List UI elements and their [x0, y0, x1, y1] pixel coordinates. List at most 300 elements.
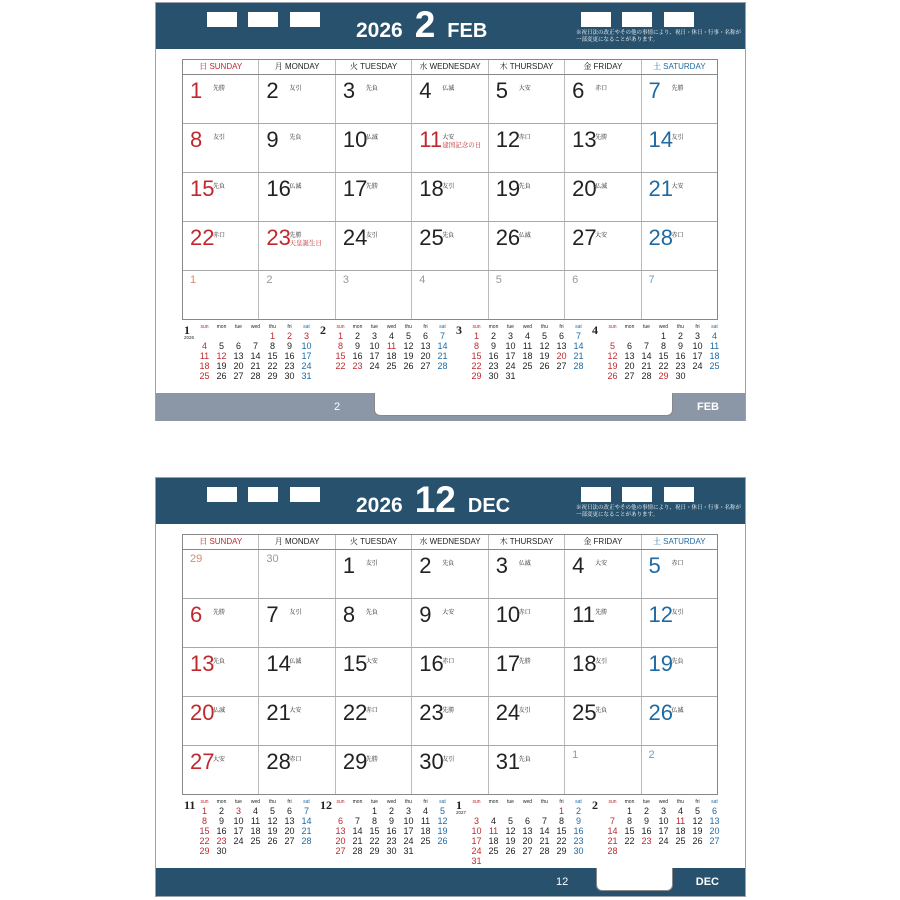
mini-week-row — [332, 846, 451, 856]
mini-day: 12 — [692, 816, 703, 826]
mini-day: 8 — [558, 816, 564, 826]
mini-week-row — [604, 836, 723, 846]
mini-day: 21 — [301, 826, 312, 836]
mini-day: 7 — [303, 806, 309, 816]
mini-day: 24 — [369, 361, 380, 371]
day-number: 29 — [190, 553, 203, 565]
mini-weekday: mon — [352, 799, 363, 805]
day-number: 6 — [572, 78, 585, 103]
mini-month-number: 11 — [184, 798, 196, 812]
mini-day: 28 — [641, 371, 652, 381]
rokuyo-label: 大安 — [213, 757, 226, 763]
day-number: 17 — [342, 176, 368, 201]
mini-weekday: thu — [405, 799, 412, 805]
header-box — [622, 487, 652, 502]
mini-weekday: fri — [559, 799, 564, 805]
day-cell — [183, 75, 258, 123]
mini-week-row — [468, 351, 587, 361]
weekday-header: 日 SUNDAY — [199, 537, 243, 546]
header-box — [290, 487, 320, 502]
rokuyo-label: 友引 — [671, 135, 684, 141]
day-cell — [335, 124, 411, 172]
calendar-december — [155, 477, 746, 897]
mini-day: 29 — [471, 371, 482, 381]
day-number: 16 — [419, 651, 444, 676]
mini-day: 7 — [609, 816, 615, 826]
day-number: 15 — [342, 651, 368, 676]
mini-weekday: thu — [677, 799, 684, 805]
mini-day: 29 — [658, 371, 669, 381]
mini-day: 20 — [522, 836, 533, 846]
day-number: 2 — [266, 274, 273, 286]
mini-weekday: mon — [216, 799, 227, 805]
rokuyo-label: 赤口 — [518, 610, 531, 616]
day-number: 17 — [495, 651, 521, 676]
day-cell — [641, 550, 717, 598]
mini-weekday: fri — [695, 324, 700, 330]
mini-day: 13 — [284, 816, 295, 826]
mini-day: 28 — [607, 846, 618, 856]
mini-day: 12 — [539, 341, 550, 351]
month-grid — [182, 534, 718, 795]
day-cell — [564, 550, 640, 598]
weekday-header: 木 THURSDAY — [488, 60, 564, 74]
mini-day: 12 — [607, 351, 618, 361]
mini-header-row — [468, 798, 587, 806]
mini-day — [536, 371, 553, 381]
day-cell — [335, 173, 411, 221]
mini-day: 21 — [539, 836, 550, 846]
day-number: 4 — [419, 274, 426, 286]
weekday-header: 火 TUESDAY — [335, 60, 411, 74]
day-cell — [488, 599, 564, 647]
mini-day: 14 — [301, 816, 312, 826]
weekday-header: 水 WEDNESDAY — [411, 535, 487, 549]
day-number: 26 — [648, 700, 674, 725]
calendar-february — [155, 2, 746, 421]
day-number: 3 — [342, 274, 349, 286]
day-cell — [641, 75, 717, 123]
mini-day: 21 — [607, 836, 618, 846]
day-number: 25 — [419, 225, 444, 250]
day-number: 31 — [495, 749, 521, 774]
mini-weekday: sat — [439, 324, 446, 330]
mini-day: 6 — [626, 341, 632, 351]
footer-tab — [374, 393, 673, 416]
mini-day — [553, 856, 570, 866]
day-number: 2 — [419, 553, 432, 578]
mini-day — [570, 856, 587, 866]
mini-day: 7 — [575, 331, 581, 341]
mini-day: 9 — [643, 816, 649, 826]
mini-day — [570, 371, 587, 381]
day-cell — [564, 124, 640, 172]
day-cell — [335, 75, 411, 123]
page-number: 2 — [334, 401, 341, 413]
mini-day: 19 — [539, 351, 550, 361]
mini-day: 27 — [522, 846, 533, 856]
mini-day: 29 — [199, 846, 210, 856]
mini-day: 17 — [658, 826, 669, 836]
mini-day: 20 — [335, 836, 346, 846]
rokuyo-label: 赤口 — [213, 233, 226, 239]
mini-day: 25 — [488, 846, 499, 856]
mini-day: 22 — [658, 361, 669, 371]
mini-day — [553, 371, 570, 381]
mini-calendars — [184, 323, 728, 381]
mini-weekday: tue — [371, 324, 378, 330]
mini-day — [621, 846, 638, 856]
mini-day: 8 — [660, 341, 666, 351]
mini-day: 4 — [252, 806, 258, 816]
mini-day: 11 — [250, 816, 261, 826]
day-number: 18 — [572, 651, 597, 676]
day-cell — [411, 697, 487, 745]
rokuyo-label: 赤口 — [671, 233, 684, 239]
mini-day: 6 — [235, 341, 241, 351]
day-cell — [564, 746, 640, 794]
day-cell — [411, 124, 487, 172]
mini-day — [264, 846, 281, 856]
mini-day: 29 — [369, 846, 380, 856]
mini-day: 27 — [624, 371, 635, 381]
mini-day: 23 — [573, 836, 584, 846]
mini-weekday: tue — [235, 799, 242, 805]
mini-day: 16 — [641, 826, 652, 836]
mini-day: 12 — [267, 816, 278, 826]
day-cell — [411, 746, 487, 794]
day-number: 10 — [342, 127, 368, 152]
mini-day: 27 — [335, 846, 346, 856]
mini-day: 23 — [386, 836, 397, 846]
mini-day: 23 — [284, 361, 295, 371]
mini-day: 8 — [201, 816, 207, 826]
mini-day: 6 — [524, 816, 530, 826]
mini-day: 4 — [422, 806, 428, 816]
day-number: 13 — [190, 651, 215, 676]
mini-day — [519, 856, 536, 866]
mini-day: 26 — [267, 836, 278, 846]
mini-week-row — [468, 341, 587, 351]
mini-weekday: fri — [559, 324, 564, 330]
mini-day: 26 — [216, 371, 227, 381]
mini-day: 25 — [386, 361, 397, 371]
day-cell — [564, 648, 640, 696]
mini-day: 26 — [505, 846, 516, 856]
mini-day: 16 — [216, 826, 227, 836]
mini-day — [196, 331, 213, 341]
rokuyo-label: 仏滅 — [671, 708, 684, 714]
mini-day: 5 — [439, 806, 445, 816]
mini-day: 7 — [541, 816, 547, 826]
weekday-header: 木 THURSDAY — [488, 535, 564, 549]
mini-day — [706, 846, 723, 856]
day-cell — [564, 222, 640, 270]
mini-weekday: wed — [250, 799, 261, 805]
mini-day: 2 — [575, 806, 581, 816]
mini-weekday: sat — [439, 799, 446, 805]
mini-day: 25 — [420, 836, 431, 846]
mini-weekday: tue — [371, 799, 378, 805]
holiday-note: ※祝日法の改正やその他の事情により、祝日・休日・行事・名称が一部変更になることがあります。 — [576, 505, 742, 518]
mini-day: 7 — [354, 816, 360, 826]
mini-day: 22 — [199, 836, 210, 846]
day-cell — [258, 271, 334, 319]
mini-calendar — [184, 323, 320, 381]
mini-day: 18 — [488, 836, 499, 846]
mini-day: 13 — [335, 826, 346, 836]
mini-day: 31 — [403, 846, 414, 856]
day-cell — [411, 173, 487, 221]
day-number: 11 — [572, 602, 595, 627]
day-cell — [488, 222, 564, 270]
mini-day: 20 — [709, 826, 720, 836]
mini-week-row — [604, 331, 723, 341]
mini-day: 2 — [677, 331, 683, 341]
mini-day — [638, 846, 655, 856]
mini-day — [468, 806, 485, 816]
mini-week-row — [332, 806, 451, 816]
mini-day: 6 — [286, 806, 292, 816]
mini-weekday: sun — [608, 799, 617, 805]
mini-week-row — [604, 816, 723, 826]
mini-day: 25 — [709, 361, 720, 371]
mini-table — [468, 798, 587, 866]
mini-day: 2 — [218, 806, 224, 816]
mini-day: 10 — [505, 341, 516, 351]
mini-day: 2 — [354, 331, 360, 341]
rokuyo-label: 大安 — [365, 659, 378, 665]
day-number: 3 — [342, 78, 356, 103]
day-number: 24 — [495, 700, 521, 725]
mini-day: 15 — [335, 351, 346, 361]
mini-day: 15 — [658, 351, 669, 361]
mini-day: 24 — [403, 836, 414, 846]
mini-day — [485, 806, 502, 816]
rokuyo-label: 先勝 — [518, 659, 531, 665]
day-number: 6 — [190, 602, 203, 627]
mini-weekday: sun — [472, 799, 481, 805]
mini-day: 30 — [573, 846, 584, 856]
mini-table — [332, 323, 451, 371]
mini-day: 10 — [471, 826, 482, 836]
mini-day: 23 — [216, 836, 227, 846]
mini-day: 30 — [216, 846, 227, 856]
mini-day: 24 — [505, 361, 516, 371]
mini-day — [621, 331, 638, 341]
holiday-name: 建国記念の日 — [442, 142, 482, 149]
mini-day: 30 — [386, 846, 397, 856]
day-cell — [641, 124, 717, 172]
holiday-name: 天皇誕生日 — [289, 240, 322, 247]
mini-day: 28 — [539, 846, 550, 856]
weekday-header: 金 FRIDAY — [564, 60, 640, 74]
mini-day: 1 — [337, 331, 343, 341]
day-number: 20 — [190, 700, 215, 725]
mini-day: 15 — [471, 351, 482, 361]
mini-day: 6 — [711, 806, 717, 816]
day-number: 1 — [342, 553, 356, 578]
rokuyo-label: 先勝 — [442, 708, 455, 714]
weekday-header: 日 SUNDAY — [199, 62, 243, 71]
rokuyo-label: 友引 — [213, 135, 226, 141]
mini-weekday: tue — [643, 324, 650, 330]
header-box — [622, 12, 652, 27]
mini-weekday: tue — [643, 799, 650, 805]
mini-day: 23 — [352, 361, 363, 371]
mini-day: 1 — [626, 806, 632, 816]
mini-day: 7 — [252, 341, 258, 351]
mini-day: 25 — [199, 371, 210, 381]
mini-weekday: wed — [386, 799, 397, 805]
mini-day: 16 — [352, 351, 363, 361]
rokuyo-label: 先勝 — [213, 86, 226, 92]
mini-day: 16 — [284, 351, 295, 361]
mini-week-row — [604, 846, 723, 856]
mini-day: 21 — [352, 836, 363, 846]
mini-weekday: fri — [287, 324, 292, 330]
weekday-header: 月 MONDAY — [258, 60, 334, 74]
day-number: 27 — [190, 749, 215, 774]
weekday-header: 金 FRIDAY — [564, 535, 640, 549]
mini-weekday: wed — [658, 324, 669, 330]
mini-day — [281, 846, 298, 856]
mini-day: 5 — [405, 331, 411, 341]
day-number: 9 — [419, 602, 432, 627]
mini-day — [536, 856, 553, 866]
calendar-header — [156, 478, 745, 524]
mini-day: 5 — [609, 341, 615, 351]
day-cell — [641, 746, 717, 794]
mini-day: 16 — [573, 826, 584, 836]
page-number: 12 — [556, 876, 569, 888]
day-number: 19 — [495, 176, 521, 201]
day-cell — [641, 271, 717, 319]
mini-day: 9 — [490, 341, 496, 351]
rokuyo-label: 大安 — [442, 610, 455, 616]
mini-day: 1 — [201, 806, 207, 816]
mini-day: 3 — [405, 806, 411, 816]
mini-day: 5 — [541, 331, 547, 341]
rokuyo-label: 先負 — [518, 757, 531, 763]
day-cell — [564, 75, 640, 123]
rokuyo-label: 友引 — [289, 610, 302, 616]
mini-day: 16 — [675, 351, 686, 361]
mini-day — [247, 331, 264, 341]
day-cell — [258, 124, 334, 172]
mini-day: 17 — [301, 351, 312, 361]
mini-weekday: wed — [386, 324, 397, 330]
mini-day: 28 — [437, 361, 448, 371]
mini-day: 10 — [369, 341, 380, 351]
day-number: 22 — [342, 700, 368, 725]
day-cell — [488, 75, 564, 123]
day-cell — [411, 648, 487, 696]
rokuyo-label: 大安 — [289, 708, 302, 714]
mini-week-row — [196, 331, 315, 341]
mini-day — [638, 331, 655, 341]
mini-day: 19 — [216, 361, 227, 371]
mini-day: 1 — [269, 331, 275, 341]
mini-week-row — [196, 826, 315, 836]
week-row — [183, 75, 717, 124]
mini-calendar — [320, 798, 456, 866]
mini-weekday: tue — [235, 324, 242, 330]
mini-day — [502, 856, 519, 866]
week-row — [183, 124, 717, 173]
header-box — [248, 487, 278, 502]
mini-day: 30 — [488, 371, 499, 381]
header-box — [248, 12, 278, 27]
day-cell — [335, 697, 411, 745]
day-cell — [411, 222, 487, 270]
rokuyo-label: 大安 — [518, 86, 531, 92]
day-cell — [488, 271, 564, 319]
mini-day: 30 — [284, 371, 295, 381]
mini-week-row — [468, 826, 587, 836]
day-number: 1 — [190, 78, 203, 103]
mini-week-row — [332, 361, 451, 371]
rokuyo-label: 先勝 — [595, 135, 608, 141]
day-cell — [183, 173, 258, 221]
day-cell — [488, 648, 564, 696]
mini-calendars — [184, 798, 728, 866]
mini-week-row — [468, 816, 587, 826]
rokuyo-label: 赤口 — [518, 135, 531, 141]
mini-day: 22 — [624, 836, 635, 846]
rokuyo-label: 先負 — [442, 561, 455, 567]
rokuyo-label: 仏滅 — [518, 233, 531, 239]
mini-day: 13 — [556, 341, 567, 351]
mini-day — [247, 846, 264, 856]
mini-day — [672, 846, 689, 856]
day-cell — [641, 697, 717, 745]
mini-week-row — [196, 341, 315, 351]
mini-day: 1 — [558, 806, 564, 816]
mini-header-row — [196, 798, 315, 806]
rokuyo-label: 友引 — [518, 708, 531, 714]
mini-weekday: wed — [522, 324, 533, 330]
mini-day: 21 — [573, 351, 584, 361]
mini-day — [230, 846, 247, 856]
mini-weekday: sat — [303, 799, 310, 805]
day-number: 14 — [648, 127, 674, 152]
mini-day: 25 — [522, 361, 533, 371]
rokuyo-label: 仏滅 — [365, 135, 378, 141]
mini-week-row — [196, 351, 315, 361]
rokuyo-label: 友引 — [595, 659, 608, 665]
mini-day: 18 — [522, 351, 533, 361]
mini-day: 3 — [371, 331, 377, 341]
day-number: 7 — [266, 602, 279, 627]
weekday-header-row — [183, 535, 717, 550]
mini-weekday: fri — [423, 799, 428, 805]
day-cell — [258, 75, 334, 123]
day-number: 5 — [648, 553, 661, 578]
mini-table — [604, 798, 723, 856]
mini-weekday: thu — [269, 799, 276, 805]
rokuyo-label: 友引 — [365, 561, 378, 567]
mini-day: 4 — [524, 331, 530, 341]
mini-day: 3 — [473, 816, 479, 826]
week-row — [183, 550, 717, 599]
mini-day: 8 — [626, 816, 632, 826]
mini-day — [536, 806, 553, 816]
header-box — [207, 487, 237, 502]
rokuyo-label: 大安 — [442, 135, 455, 141]
mini-day: 14 — [641, 351, 652, 361]
mini-table — [604, 323, 723, 381]
